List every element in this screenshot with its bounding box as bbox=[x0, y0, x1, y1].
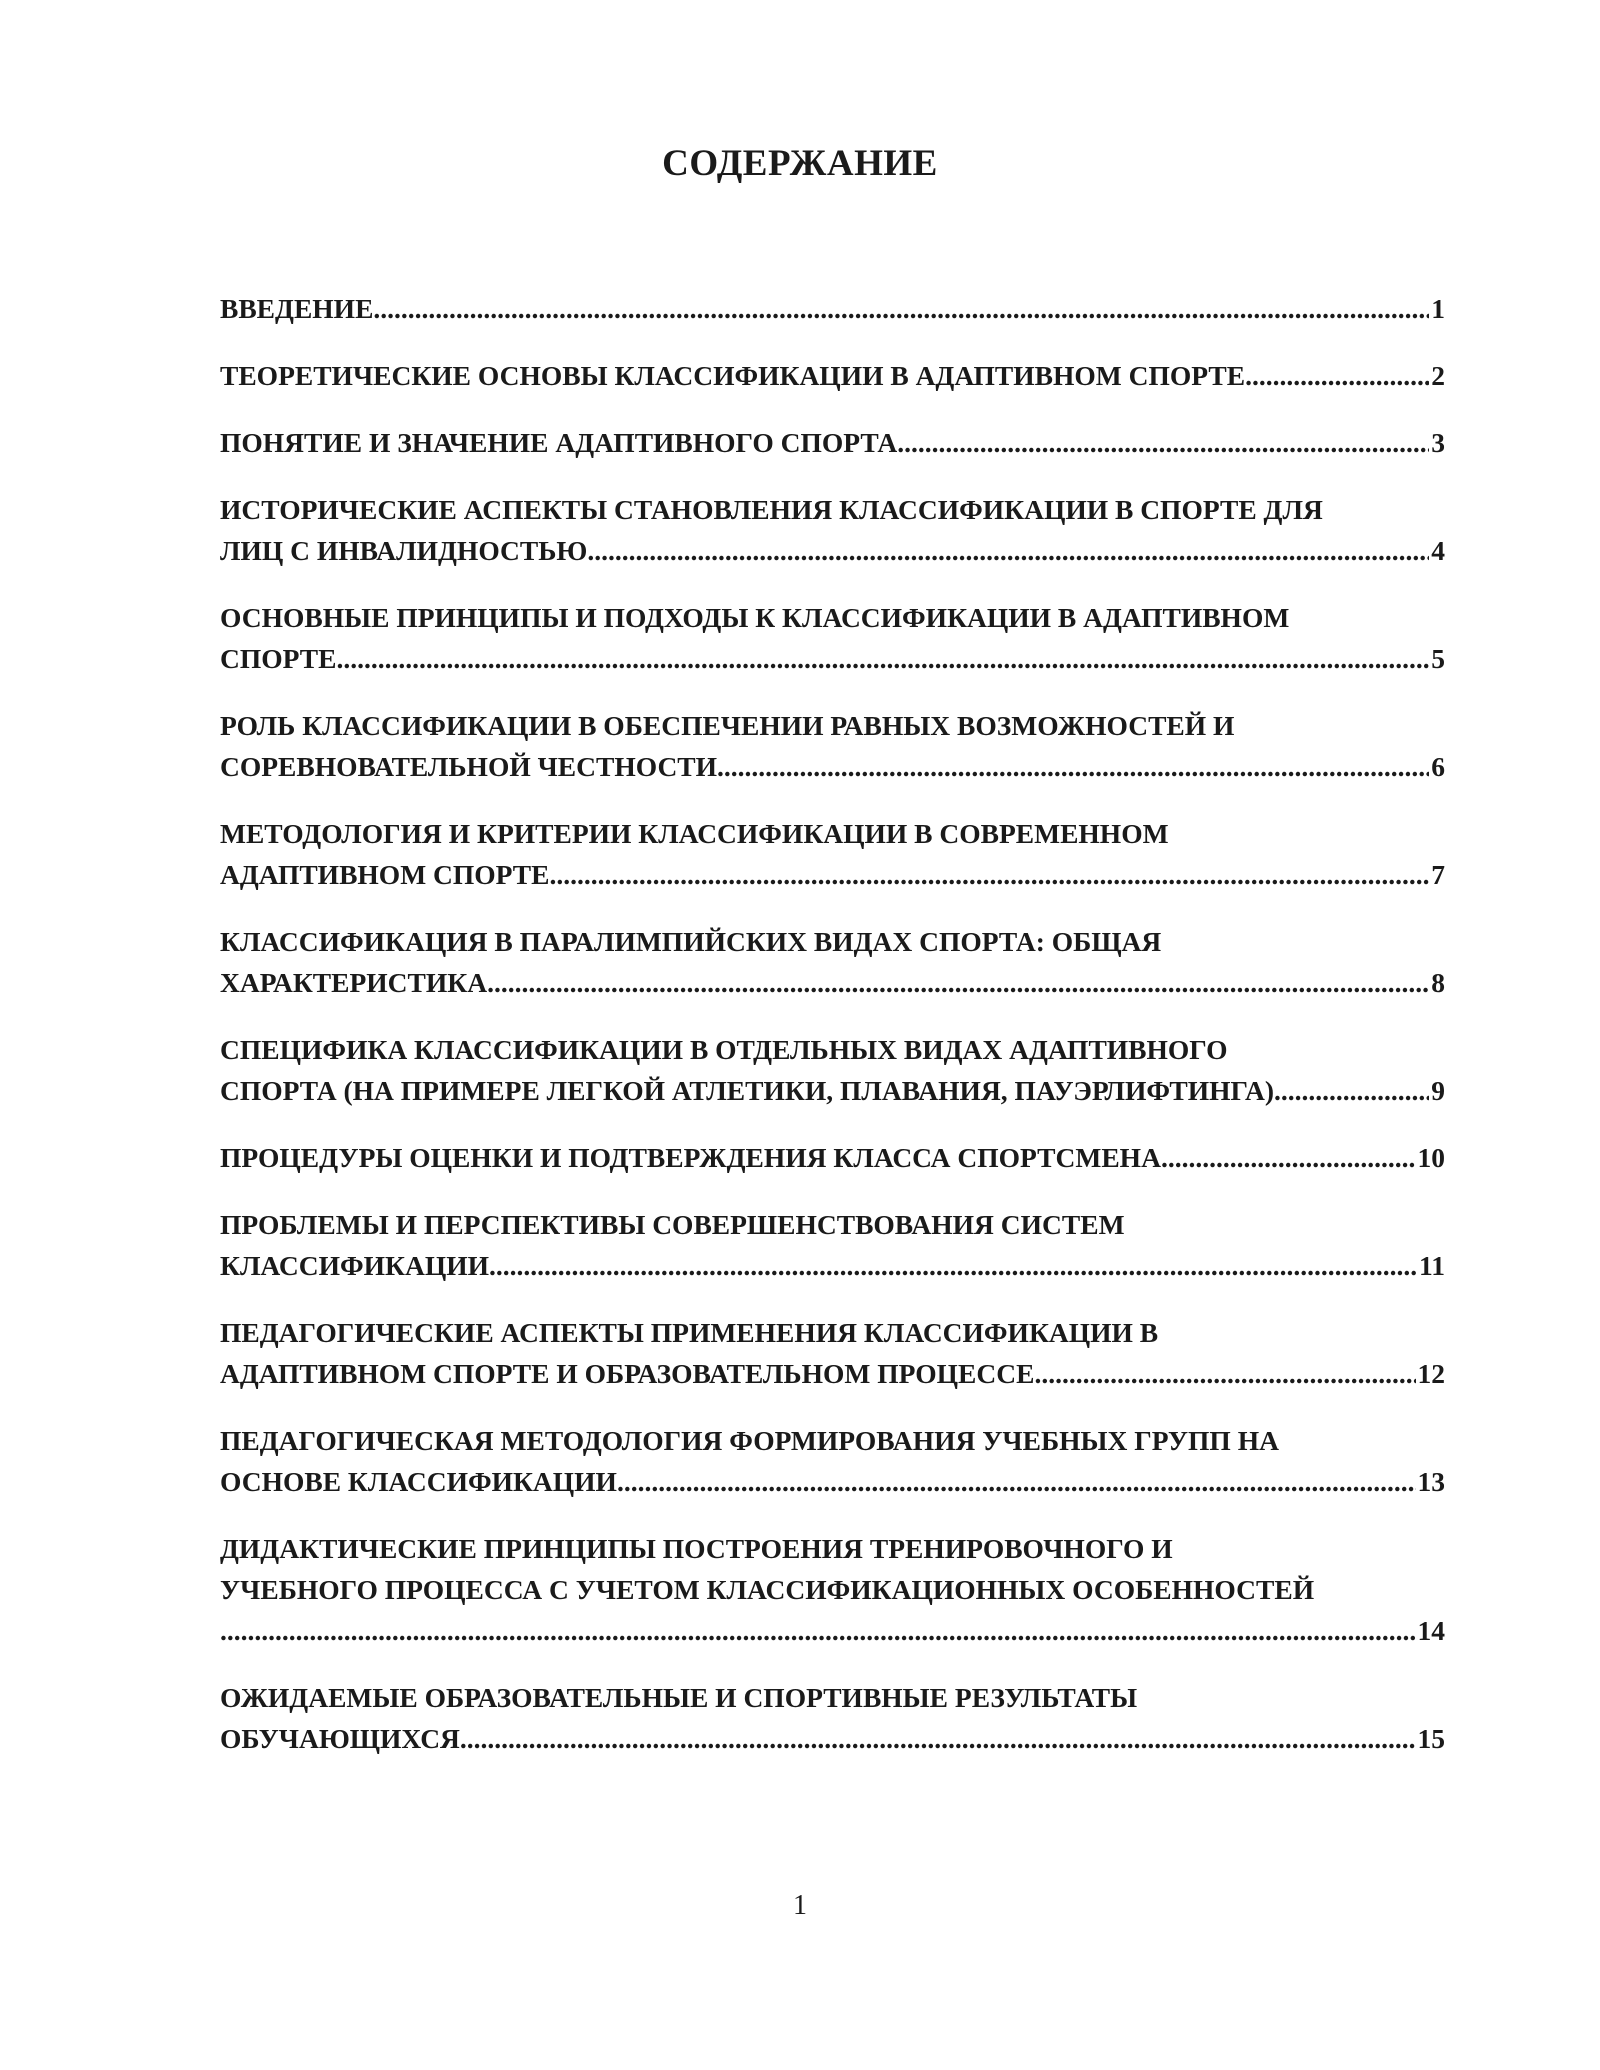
toc-entry-line bbox=[220, 530, 1445, 571]
toc-entry-title: КЛАССИФИКАЦИИ bbox=[220, 1250, 490, 1281]
toc-entry-title: ПРОЦЕДУРЫ ОЦЕНКИ И ПОДТВЕРЖДЕНИЯ КЛАССА СПОРТСМЕНА bbox=[220, 1142, 1161, 1173]
toc-entry[interactable] bbox=[220, 1029, 1445, 1111]
toc-page-number: 1 bbox=[1431, 293, 1445, 324]
toc-entry[interactable] bbox=[220, 422, 1445, 463]
toc-entry-title: ОБУЧАЮЩИХСЯ bbox=[220, 1723, 460, 1754]
toc-entry-title: ЛИЦ С ИНВАЛИДНОСТЬЮ bbox=[220, 535, 588, 566]
toc-entry-heading-line: ПЕДАГОГИЧЕСКИЕ АСПЕКТЫ ПРИМЕНЕНИЯ КЛАССИФИКАЦИИ В bbox=[220, 1317, 1159, 1348]
toc-entry[interactable] bbox=[220, 1137, 1445, 1178]
toc-entry-line bbox=[220, 355, 1445, 396]
toc-entry-line bbox=[220, 1245, 1445, 1286]
toc-entry[interactable] bbox=[220, 355, 1445, 396]
toc-page-number: 4 bbox=[1431, 535, 1445, 566]
toc-entry[interactable] bbox=[220, 597, 1445, 679]
toc-page-number: 6 bbox=[1431, 751, 1445, 782]
toc-page-number: 10 bbox=[1417, 1142, 1445, 1173]
dot-leader bbox=[220, 1610, 1416, 1651]
toc-entry-line bbox=[220, 1610, 1445, 1651]
dot-leader bbox=[1245, 355, 1429, 396]
toc-page-number: 9 bbox=[1431, 1075, 1445, 1106]
toc-page-number: 12 bbox=[1417, 1358, 1445, 1389]
toc-entry-line bbox=[220, 1137, 1445, 1178]
toc-entry-heading-line: ПРОБЛЕМЫ И ПЕРСПЕКТИВЫ СОВЕРШЕНСТВОВАНИЯ СИСТЕМ bbox=[220, 1209, 1125, 1240]
toc-entry-title: СПОРТЕ bbox=[220, 643, 337, 674]
toc-entry-line bbox=[220, 1353, 1445, 1394]
page-number: 1 bbox=[793, 1890, 807, 1921]
toc-entry-heading-line: УЧЕБНОГО ПРОЦЕССА С УЧЕТОМ КЛАССИФИКАЦИОННЫХ ОСОБЕННОСТЕЙ bbox=[220, 1574, 1315, 1605]
dot-leader bbox=[897, 422, 1429, 463]
toc-entry-title: АДАПТИВНОМ СПОРТЕ bbox=[220, 859, 550, 890]
toc-title: СОДЕРЖАНИЕ bbox=[662, 143, 938, 184]
toc-entry-heading-line: МЕТОДОЛОГИЯ И КРИТЕРИИ КЛАССИФИКАЦИИ В СОВРЕМЕННОМ bbox=[220, 818, 1169, 849]
toc-entry[interactable] bbox=[220, 1420, 1445, 1502]
toc-entry-title: ОСНОВЕ КЛАССИФИКАЦИИ bbox=[220, 1466, 617, 1497]
toc-entry-line bbox=[220, 1718, 1445, 1759]
toc-entry-line bbox=[220, 1070, 1445, 1111]
toc-page-number: 8 bbox=[1431, 967, 1445, 998]
dot-leader bbox=[336, 638, 1429, 679]
toc-page-number: 15 bbox=[1417, 1723, 1445, 1754]
toc-entry-heading-line: КЛАССИФИКАЦИЯ В ПАРАЛИМПИЙСКИХ ВИДАХ СПОРТА: ОБЩАЯ bbox=[220, 926, 1162, 957]
toc-entry-heading-line: РОЛЬ КЛАССИФИКАЦИИ В ОБЕСПЕЧЕНИИ РАВНЫХ ВОЗМОЖНОСТЕЙ И bbox=[220, 710, 1235, 741]
dot-leader bbox=[587, 530, 1429, 571]
toc-entry[interactable] bbox=[220, 288, 1445, 329]
toc-entry[interactable] bbox=[220, 1528, 1445, 1651]
toc-entry-heading-line: ПЕДАГОГИЧЕСКАЯ МЕТОДОЛОГИЯ ФОРМИРОВАНИЯ УЧЕБНЫХ ГРУПП НА bbox=[220, 1425, 1279, 1456]
toc-entry-title: ВВЕДЕНИЕ bbox=[220, 293, 374, 324]
toc-list bbox=[220, 288, 1445, 1785]
toc-entry-title: СОРЕВНОВАТЕЛЬНОЙ ЧЕСТНОСТИ bbox=[220, 751, 718, 782]
toc-page-number: 3 bbox=[1431, 427, 1445, 458]
dot-leader bbox=[1161, 1137, 1416, 1178]
dot-leader bbox=[550, 854, 1430, 895]
dot-leader bbox=[1274, 1070, 1429, 1111]
toc-entry[interactable] bbox=[220, 1677, 1445, 1759]
toc-page-number: 11 bbox=[1419, 1250, 1445, 1281]
toc-entry-heading-line: ИСТОРИЧЕСКИЕ АСПЕКТЫ СТАНОВЛЕНИЯ КЛАССИФИКАЦИИ В СПОРТЕ ДЛЯ bbox=[220, 494, 1323, 525]
toc-entry-line bbox=[220, 1461, 1445, 1502]
toc-entry-heading-line: ОЖИДАЕМЫЕ ОБРАЗОВАТЕЛЬНЫЕ И СПОРТИВНЫЕ РЕЗУЛЬТАТЫ bbox=[220, 1682, 1138, 1713]
dot-leader bbox=[717, 746, 1429, 787]
toc-page-number: 5 bbox=[1431, 643, 1445, 674]
toc-entry[interactable] bbox=[220, 1204, 1445, 1286]
toc-page-number: 7 bbox=[1431, 859, 1445, 890]
toc-entry-line bbox=[220, 422, 1445, 463]
dot-leader bbox=[1034, 1353, 1415, 1394]
toc-entry[interactable] bbox=[220, 705, 1445, 787]
dot-leader bbox=[489, 1245, 1417, 1286]
toc-entry[interactable] bbox=[220, 1312, 1445, 1394]
toc-entry-title: ТЕОРЕТИЧЕСКИЕ ОСНОВЫ КЛАССИФИКАЦИИ В АДАПТИВНОМ СПОРТЕ bbox=[220, 360, 1246, 391]
toc-entry-line bbox=[220, 638, 1445, 679]
toc-entry[interactable] bbox=[220, 489, 1445, 571]
toc-entry-line bbox=[220, 962, 1445, 1003]
dot-leader bbox=[487, 962, 1429, 1003]
toc-entry-title: СПОРТА (НА ПРИМЕРЕ ЛЕГКОЙ АТЛЕТИКИ, ПЛАВАНИЯ, ПАУЭРЛИФТИНГА) bbox=[220, 1075, 1274, 1106]
toc-entry-heading-line: ДИДАКТИЧЕСКИЕ ПРИНЦИПЫ ПОСТРОЕНИЯ ТРЕНИРОВОЧНОГО И bbox=[220, 1533, 1173, 1564]
toc-page-number: 2 bbox=[1431, 360, 1445, 391]
dot-leader bbox=[617, 1461, 1416, 1502]
toc-page-number: 13 bbox=[1417, 1466, 1445, 1497]
toc-entry[interactable] bbox=[220, 813, 1445, 895]
toc-entry-line bbox=[220, 746, 1445, 787]
toc-entry-title: ХАРАКТЕРИСТИКА bbox=[220, 967, 488, 998]
toc-entry[interactable] bbox=[220, 921, 1445, 1003]
toc-page-number: 14 bbox=[1417, 1615, 1445, 1646]
toc-entry-title: ПОНЯТИЕ И ЗНАЧЕНИЕ АДАПТИВНОГО СПОРТА bbox=[220, 427, 898, 458]
toc-entry-line bbox=[220, 288, 1445, 329]
toc-entry-line bbox=[220, 854, 1445, 895]
dot-leader bbox=[460, 1718, 1416, 1759]
toc-entry-title: АДАПТИВНОМ СПОРТЕ И ОБРАЗОВАТЕЛЬНОМ ПРОЦЕССЕ bbox=[220, 1358, 1035, 1389]
toc-entry-heading-line: СПЕЦИФИКА КЛАССИФИКАЦИИ В ОТДЕЛЬНЫХ ВИДАХ АДАПТИВНОГО bbox=[220, 1034, 1228, 1065]
toc-entry-heading-line: ОСНОВНЫЕ ПРИНЦИПЫ И ПОДХОДЫ К КЛАССИФИКАЦИИ В АДАПТИВНОМ bbox=[220, 602, 1290, 633]
dot-leader bbox=[373, 288, 1429, 329]
